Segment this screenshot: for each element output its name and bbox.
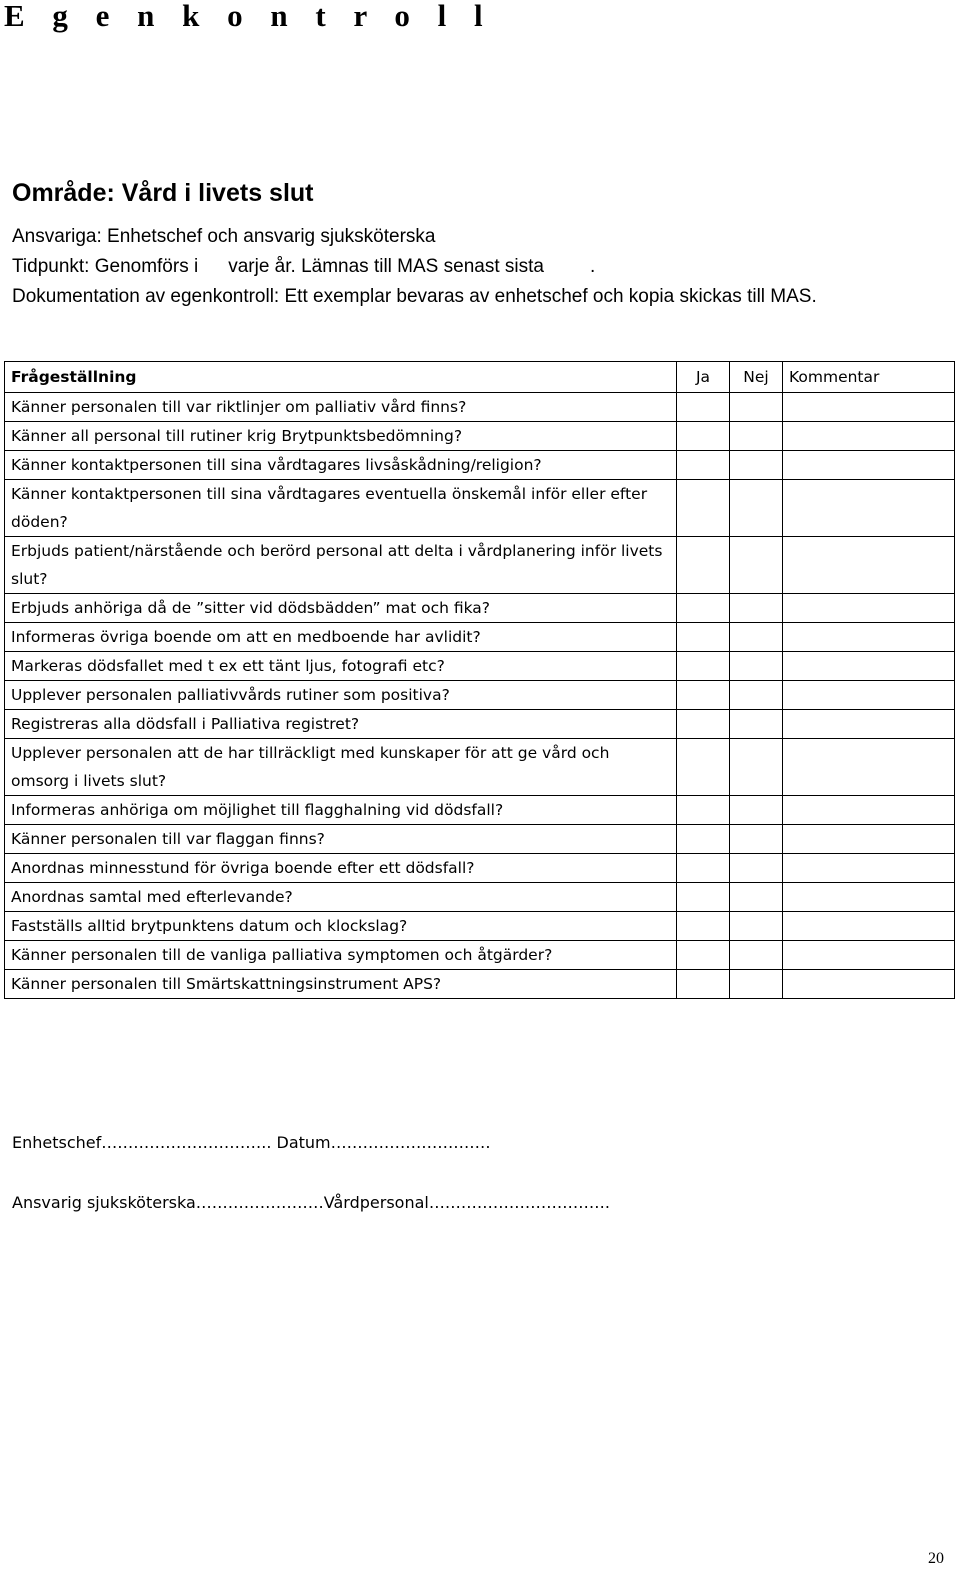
comment-cell[interactable] (783, 941, 955, 970)
timing-part-2: varje år. Lämnas till MAS senast sista (228, 256, 544, 277)
question-cell: Känner personalen till var riktlinjer om palliativ vård finns? (5, 393, 677, 422)
yes-cell[interactable] (677, 623, 730, 652)
yes-cell[interactable] (677, 594, 730, 623)
question-cell: Känner personalen till Smärtskattningsinstrument APS? (5, 970, 677, 999)
comment-cell[interactable] (783, 393, 955, 422)
yes-cell[interactable] (677, 912, 730, 941)
table-header-row (5, 362, 955, 393)
signature-line-1: Enhetschef………………………….. Datum………………………… (12, 1133, 491, 1152)
documentation-line: Dokumentation av egenkontroll: Ett exemplar bevaras av enhetschef och kopia skickas till MAS. (12, 286, 817, 307)
table-row (5, 652, 955, 681)
question-cell: Erbjuds anhöriga då de ”sitter vid dödsbädden” mat och fika? (5, 594, 677, 623)
yes-cell[interactable] (677, 652, 730, 681)
comment-cell[interactable] (783, 796, 955, 825)
comment-cell[interactable] (783, 480, 955, 537)
page-number: 20 (928, 1550, 944, 1567)
question-cell: Känner kontaktpersonen till sina vårdtagares eventuella önskemål inför eller efter döden? (5, 480, 677, 537)
no-cell[interactable] (730, 393, 783, 422)
yes-cell[interactable] (677, 739, 730, 796)
timing-part-1: Tidpunkt: Genomförs i (12, 256, 199, 277)
header-comment: Kommentar (783, 362, 955, 393)
no-cell[interactable] (730, 594, 783, 623)
question-cell: Känner personalen till var flaggan finns? (5, 825, 677, 854)
question-cell: Anordnas minnesstund för övriga boende efter ett dödsfall? (5, 854, 677, 883)
comment-cell[interactable] (783, 883, 955, 912)
no-cell[interactable] (730, 422, 783, 451)
table-row (5, 594, 955, 623)
question-cell: Känner kontaktpersonen till sina vårdtagares livsåskådning/religion? (5, 451, 677, 480)
no-cell[interactable] (730, 970, 783, 999)
table-row (5, 854, 955, 883)
comment-cell[interactable] (783, 681, 955, 710)
no-cell[interactable] (730, 652, 783, 681)
yes-cell[interactable] (677, 422, 730, 451)
no-cell[interactable] (730, 739, 783, 796)
no-cell[interactable] (730, 854, 783, 883)
comment-cell[interactable] (783, 422, 955, 451)
comment-cell[interactable] (783, 710, 955, 739)
question-cell: Upplever personalen att de har tillräckligt med kunskaper för att ge vård och omsorg i livets slut? (5, 739, 677, 796)
table-row (5, 912, 955, 941)
comment-cell[interactable] (783, 594, 955, 623)
table-row (5, 623, 955, 652)
yes-cell[interactable] (677, 451, 730, 480)
timing-part-3: . (589, 256, 596, 277)
question-cell: Markeras dödsfallet med t ex ett tänt ljus, fotografi etc? (5, 652, 677, 681)
no-cell[interactable] (730, 623, 783, 652)
table-row (5, 422, 955, 451)
question-cell: Registreras alla dödsfall i Palliativa registret? (5, 710, 677, 739)
table-row (5, 480, 955, 537)
no-cell[interactable] (730, 912, 783, 941)
question-cell: Informeras anhöriga om möjlighet till flagghalning vid dödsfall? (5, 796, 677, 825)
table-row (5, 825, 955, 854)
timing-line (12, 252, 948, 282)
no-cell[interactable] (730, 883, 783, 912)
question-cell: Upplever personalen palliativvårds rutiner som positiva? (5, 681, 677, 710)
table-row (5, 537, 955, 594)
table-row (5, 451, 955, 480)
yes-cell[interactable] (677, 970, 730, 999)
yes-cell[interactable] (677, 393, 730, 422)
question-table (4, 361, 955, 999)
yes-cell[interactable] (677, 681, 730, 710)
comment-cell[interactable] (783, 739, 955, 796)
yes-cell[interactable] (677, 854, 730, 883)
comment-cell[interactable] (783, 970, 955, 999)
no-cell[interactable] (730, 825, 783, 854)
question-cell: Erbjuds patient/närstående och berörd personal att delta i vårdplanering inför livets slut? (5, 537, 677, 594)
document-title: E g e n k o n t r o l l (4, 0, 493, 33)
area-heading: Område: Vård i livets slut (12, 179, 314, 207)
table-row (5, 710, 955, 739)
table-row (5, 739, 955, 796)
question-cell: Anordnas samtal med efterlevande? (5, 883, 677, 912)
table-row (5, 681, 955, 710)
question-cell: Fastställs alltid brytpunktens datum och klockslag? (5, 912, 677, 941)
yes-cell[interactable] (677, 710, 730, 739)
yes-cell[interactable] (677, 796, 730, 825)
comment-cell[interactable] (783, 537, 955, 594)
comment-cell[interactable] (783, 854, 955, 883)
document-meta (12, 222, 948, 312)
no-cell[interactable] (730, 537, 783, 594)
comment-cell[interactable] (783, 623, 955, 652)
header-no: Nej (730, 362, 783, 393)
comment-cell[interactable] (783, 652, 955, 681)
question-cell: Känner all personal till rutiner krig Brytpunktsbedömning? (5, 422, 677, 451)
no-cell[interactable] (730, 710, 783, 739)
no-cell[interactable] (730, 941, 783, 970)
comment-cell[interactable] (783, 825, 955, 854)
signature-line-2: Ansvarig sjuksköterska……………………Vårdpersonal……………………………. (12, 1193, 610, 1212)
no-cell[interactable] (730, 480, 783, 537)
table-row (5, 796, 955, 825)
yes-cell[interactable] (677, 825, 730, 854)
table-row (5, 393, 955, 422)
no-cell[interactable] (730, 451, 783, 480)
yes-cell[interactable] (677, 941, 730, 970)
table-row (5, 941, 955, 970)
comment-cell[interactable] (783, 912, 955, 941)
no-cell[interactable] (730, 681, 783, 710)
table-row (5, 883, 955, 912)
table-row (5, 970, 955, 999)
question-cell: Informeras övriga boende om att en medboende har avlidit? (5, 623, 677, 652)
question-cell: Känner personalen till de vanliga palliativa symptomen och åtgärder? (5, 941, 677, 970)
yes-cell[interactable] (677, 883, 730, 912)
header-yes: Ja (677, 362, 730, 393)
responsible-line: Ansvariga: Enhetschef och ansvarig sjuksköterska (12, 226, 436, 247)
comment-cell[interactable] (783, 451, 955, 480)
header-question: Frågeställning (5, 362, 677, 393)
yes-cell[interactable] (677, 537, 730, 594)
no-cell[interactable] (730, 796, 783, 825)
yes-cell[interactable] (677, 480, 730, 537)
